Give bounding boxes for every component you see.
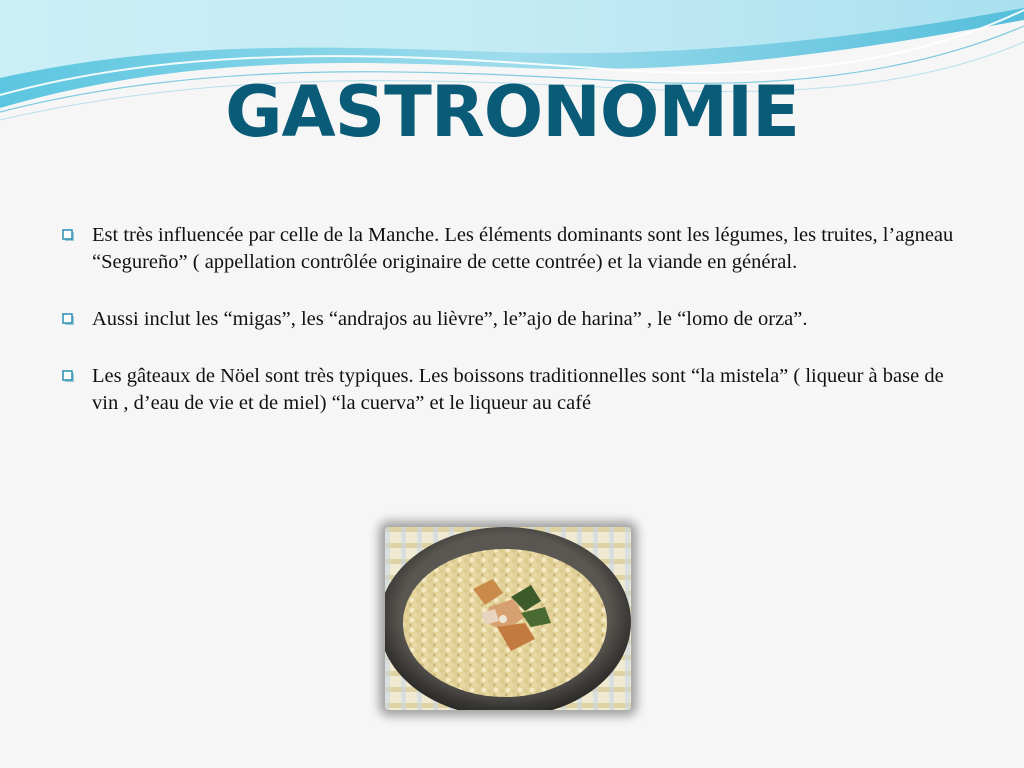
migas-dish-photo [385, 527, 631, 710]
migas-pan-illustration [385, 527, 631, 710]
bullet-item-cuisine-influence [60, 222, 970, 276]
bullet-item-desserts-drinks [60, 363, 970, 417]
slide-title: GASTRONOMIE [225, 71, 799, 153]
bullet-text: Aussi inclut les “migas”, les “andrajos au lièvre”, le”ajo de harina” , le “lomo de orza”. [92, 308, 808, 330]
bullet-text: Est très influencée par celle de la Manche. Les éléments dominants sont les légumes, les truites, l’agneau “Segureño” ( appellation contrôlée originaire de cette contrée) et la viande en général. [92, 224, 954, 273]
bullet-text: Les gâteaux de Nöel sont très typiques. Les boissons traditionnelles sont “la mistela” ( liqueur à base de vin , d’eau de vie et de miel) “la cuerva” et le liqueur au café [92, 365, 944, 414]
hollow-square-bullet-icon [62, 313, 75, 326]
hollow-square-bullet-icon [62, 229, 75, 242]
bullet-list [60, 222, 970, 417]
hollow-square-bullet-icon [62, 370, 75, 383]
bullet-item-dishes [60, 306, 970, 333]
